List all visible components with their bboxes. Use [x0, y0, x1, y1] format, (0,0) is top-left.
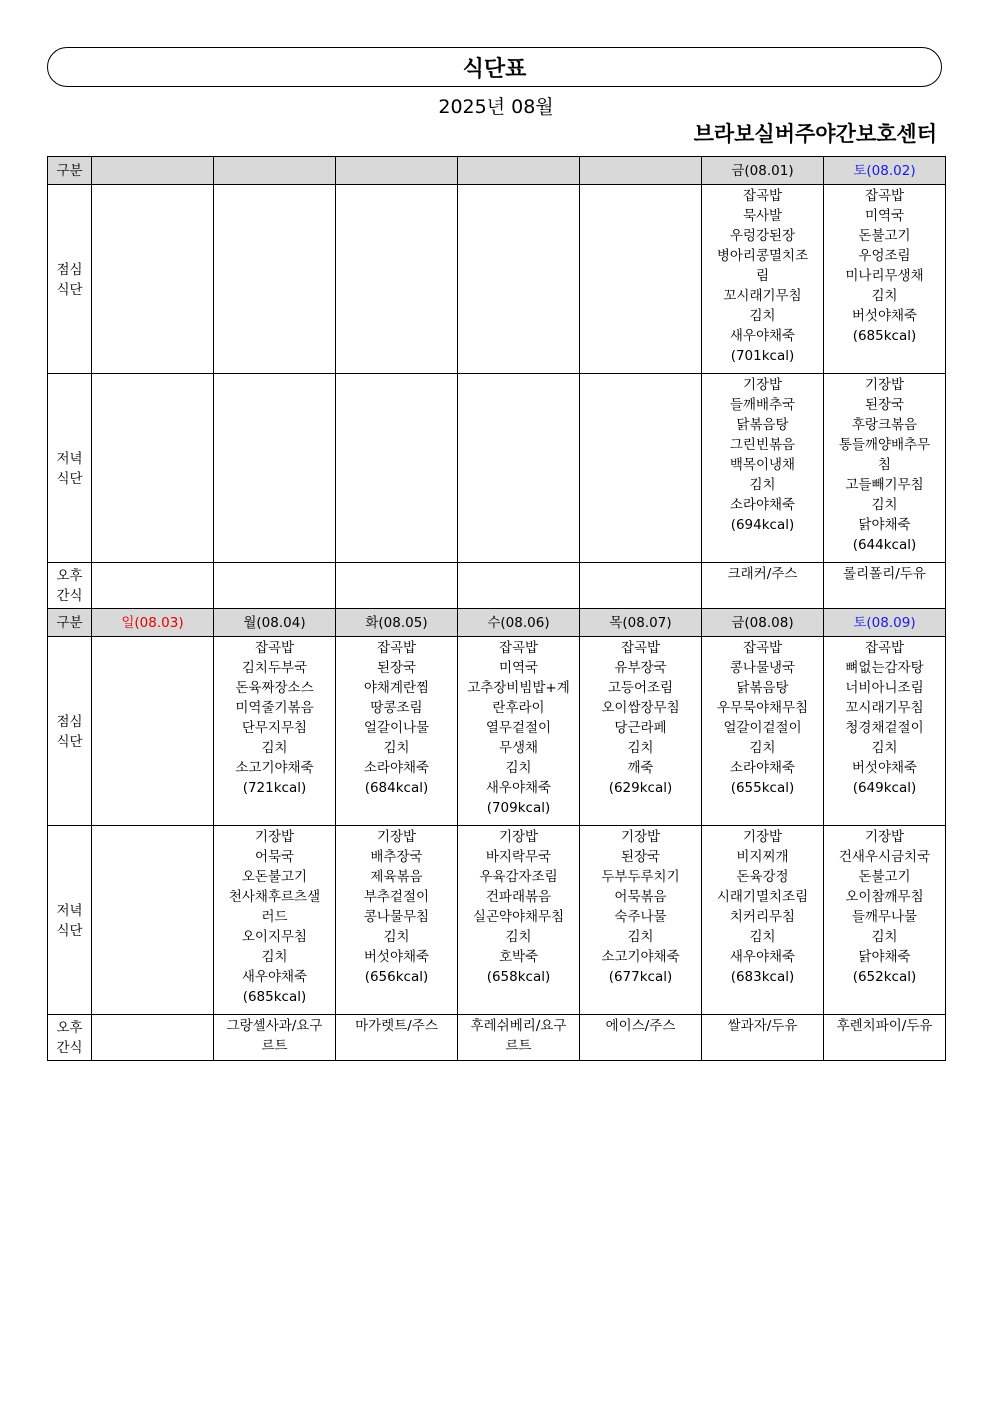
- menu-title-box: [47, 47, 942, 87]
- lunch-label-text: 점심: [56, 713, 83, 730]
- lunch-item-line: 돈육짜장소스: [235, 680, 314, 696]
- dinner-item-line: (652kcal): [852, 969, 917, 985]
- dinner-label-text: 식단: [56, 922, 83, 939]
- lunch-row: [48, 185, 946, 374]
- lunch-item-line: 꼬시래기무침: [723, 288, 802, 304]
- dinner-item-line: 시래기멸치조림: [716, 889, 809, 905]
- lunch-item-line: 새우야채죽: [485, 780, 552, 796]
- menu-title: 식단표: [462, 56, 527, 82]
- lunch-cell: [458, 185, 580, 374]
- dinner-cell: [580, 826, 702, 1015]
- dinner-item-line: 그린빈볶음: [729, 437, 796, 453]
- dinner-cell: [702, 826, 824, 1015]
- day-header: 월(08.04): [214, 609, 336, 637]
- lunch-item-line: 된장국: [376, 660, 417, 676]
- dinner-item-line: 숙주나물: [614, 909, 667, 925]
- snack-cell: [702, 563, 824, 609]
- dinner-item-line: 오이지무침: [241, 929, 308, 945]
- lunch-item-line: 뼈없는감자탕: [845, 660, 924, 676]
- dinner-item-line: 어묵국: [254, 849, 295, 865]
- lunch-item-line: (701kcal): [730, 348, 795, 364]
- dinner-item-line: 제육볶음: [370, 869, 423, 885]
- dinner-cell: [458, 374, 580, 563]
- dinner-item-line: 버섯야채죽: [363, 949, 430, 965]
- dinner-item-line: 돈불고기: [858, 869, 911, 885]
- lunch-item-line: 우엉조림: [858, 248, 911, 264]
- dinner-item-line: (658kcal): [486, 969, 551, 985]
- dinner-cell: [214, 374, 336, 563]
- dinner-label-text: 저녁: [56, 450, 83, 467]
- dinner-cell: [824, 374, 946, 563]
- dinner-item-line: 기장밥: [376, 829, 417, 845]
- lunch-item-line: 너비아니조림: [845, 680, 924, 696]
- lunch-item-line: 미역줄기볶음: [235, 700, 314, 716]
- dinner-item-line: 배추장국: [370, 849, 423, 865]
- lunch-cell: [458, 637, 580, 826]
- lunch-item-line: 청경채겉절이: [845, 720, 924, 736]
- dinner-item-line: 후랑크볶음: [851, 417, 918, 433]
- day-header: 금(08.01): [702, 157, 824, 185]
- lunch-item-line: 무생채: [498, 740, 539, 756]
- lunch-label-text: 식단: [56, 281, 83, 298]
- dinner-item-line: 기장밥: [620, 829, 661, 845]
- snack-item-line: 그랑셸사과/요구: [226, 1018, 323, 1034]
- lunch-label: [48, 637, 92, 826]
- snack-cell: [214, 1015, 336, 1061]
- lunch-label-text: 점심: [56, 261, 83, 278]
- snack-cell: [580, 563, 702, 609]
- snack-item-line: 쌀과자/두유: [727, 1018, 798, 1034]
- snack-item-line: 롤리폴리/두유: [843, 566, 926, 582]
- snack-item-line: 후렌치파이/두유: [836, 1018, 933, 1034]
- dinner-cell: [92, 826, 214, 1015]
- lunch-item-line: 돈불고기: [858, 228, 911, 244]
- lunch-cell: [92, 637, 214, 826]
- snack-item-line: 에이스/주스: [605, 1018, 676, 1034]
- lunch-item-line: 잡곡밥: [864, 640, 905, 656]
- lunch-cell: [824, 185, 946, 374]
- dinner-cell: [336, 826, 458, 1015]
- dinner-cell: [214, 826, 336, 1015]
- dinner-item-line: (694kcal): [730, 517, 795, 533]
- dinner-item-line: 들깨배추국: [729, 397, 796, 413]
- dinner-row: [48, 374, 946, 563]
- lunch-item-line: 잡곡밥: [254, 640, 295, 656]
- lunch-item-line: 깨죽: [627, 760, 654, 776]
- lunch-cell: [580, 185, 702, 374]
- dinner-item-line: 김치: [749, 929, 776, 945]
- lunch-item-line: 김치두부국: [241, 660, 308, 676]
- dinner-item-line: 러드: [261, 909, 288, 925]
- category-label: 구분: [48, 157, 92, 185]
- lunch-item-line: 땅콩조림: [370, 700, 423, 716]
- dinner-label: [48, 374, 92, 563]
- dinner-item-line: 건파래볶음: [485, 889, 552, 905]
- lunch-item-line: (721kcal): [242, 780, 307, 796]
- dinner-item-line: 오돈불고기: [241, 869, 308, 885]
- snack-item-line: 크래커/주스: [727, 566, 798, 582]
- lunch-item-line: 야채계란찜: [363, 680, 430, 696]
- dinner-item-line: 새우야채죽: [729, 949, 796, 965]
- lunch-item-line: 닭볶음탕: [736, 680, 789, 696]
- dinner-cell: [336, 374, 458, 563]
- lunch-item-line: 잡곡밥: [864, 188, 905, 204]
- dinner-item-line: (677kcal): [608, 969, 673, 985]
- dinner-item-line: 기장밥: [864, 829, 905, 845]
- dinner-item-line: (685kcal): [242, 989, 307, 1005]
- organization-name: 브라보실버주야간보호센터: [693, 122, 937, 146]
- lunch-item-line: 미나리무생채: [845, 268, 924, 284]
- day-header: 일(08.03): [92, 609, 214, 637]
- dinner-item-line: 천사채후르츠샐: [228, 889, 321, 905]
- dinner-label: [48, 826, 92, 1015]
- lunch-item-line: (629kcal): [608, 780, 673, 796]
- lunch-item-line: 란후라이: [492, 700, 545, 716]
- day-header: 목(08.07): [580, 609, 702, 637]
- dinner-item-line: 두부두루치기: [601, 869, 680, 885]
- dinner-item-line: (644kcal): [852, 537, 917, 553]
- lunch-cell: [824, 637, 946, 826]
- lunch-item-line: 미역국: [498, 660, 539, 676]
- dinner-item-line: 부추겉절이: [363, 889, 430, 905]
- dinner-item-line: 김치: [505, 929, 532, 945]
- dinner-item-line: (656kcal): [364, 969, 429, 985]
- dinner-cell: [92, 374, 214, 563]
- dinner-item-line: 기장밥: [498, 829, 539, 845]
- snack-label-text: 오후: [56, 1020, 83, 1036]
- snack-cell: [580, 1015, 702, 1061]
- dinner-row: [48, 826, 946, 1015]
- dinner-item-line: 호박죽: [498, 949, 539, 965]
- lunch-item-line: 당근라페: [614, 720, 667, 736]
- lunch-item-line: 김치: [627, 740, 654, 756]
- lunch-item-line: (709kcal): [486, 800, 551, 816]
- lunch-item-line: 소라야채죽: [363, 760, 430, 776]
- lunch-item-line: 병아리콩멸치조: [716, 248, 809, 264]
- lunch-item-line: 열무겉절이: [485, 720, 552, 736]
- snack-row: [48, 563, 946, 609]
- dinner-item-line: 우육감자조림: [479, 869, 558, 885]
- snack-cell: [458, 563, 580, 609]
- lunch-item-line: 고추장비빔밥+계: [467, 680, 570, 696]
- lunch-item-line: 버섯야채죽: [851, 308, 918, 324]
- dinner-item-line: 새우야채죽: [241, 969, 308, 985]
- lunch-item-line: 김치: [749, 308, 776, 324]
- dinner-item-line: 바지락무국: [485, 849, 552, 865]
- lunch-cell: [336, 637, 458, 826]
- lunch-label: [48, 185, 92, 374]
- lunch-item-line: 얼갈이겉절이: [723, 720, 802, 736]
- dinner-item-line: 들깨무나물: [851, 909, 918, 925]
- snack-cell: [336, 1015, 458, 1061]
- lunch-item-line: (684kcal): [364, 780, 429, 796]
- lunch-item-line: 김치: [261, 740, 288, 756]
- lunch-label-text: 식단: [56, 733, 83, 750]
- snack-row: [48, 1015, 946, 1061]
- dinner-item-line: 닭야채죽: [858, 949, 911, 965]
- dinner-item-line: 고들빼기무침: [845, 477, 924, 493]
- dinner-item-line: 소고기야채죽: [601, 949, 680, 965]
- lunch-cell: [580, 637, 702, 826]
- day-header: 화(08.05): [336, 609, 458, 637]
- day-header: 토(08.09): [824, 609, 946, 637]
- dinner-item-line: 기장밥: [742, 377, 783, 393]
- lunch-item-line: 김치: [383, 740, 410, 756]
- dinner-item-line: 소라야채죽: [729, 497, 796, 513]
- day-header: 금(08.08): [702, 609, 824, 637]
- snack-label-text: 간식: [56, 588, 83, 604]
- snack-label-text: 오후: [56, 568, 83, 584]
- menu-period: 2025년 08월: [438, 96, 554, 118]
- lunch-cell: [702, 637, 824, 826]
- dinner-item-line: 침: [877, 457, 892, 473]
- lunch-cell: [214, 185, 336, 374]
- lunch-item-line: 잡곡밥: [376, 640, 417, 656]
- lunch-item-line: 우렁강된장: [729, 228, 796, 244]
- dinner-item-line: 통들깨양배추무: [838, 437, 931, 453]
- lunch-item-line: 김치: [871, 288, 898, 304]
- dinner-item-line: 실곤약야채무침: [472, 909, 565, 925]
- snack-cell: [458, 1015, 580, 1061]
- weekly-menu-table: [47, 156, 946, 1061]
- lunch-item-line: 콩나물냉국: [729, 660, 796, 676]
- day-header: [580, 157, 702, 185]
- lunch-item-line: 미역국: [864, 208, 905, 224]
- day-header-row: [48, 157, 946, 185]
- dinner-item-line: 콩나물무침: [363, 909, 430, 925]
- dinner-item-line: 된장국: [620, 849, 661, 865]
- snack-cell: [214, 563, 336, 609]
- lunch-row: [48, 637, 946, 826]
- dinner-item-line: 어묵볶음: [614, 889, 667, 905]
- dinner-item-line: 백목이냉채: [729, 457, 796, 473]
- lunch-item-line: 김치: [749, 740, 776, 756]
- lunch-item-line: 고등어조림: [607, 680, 674, 696]
- day-header: [92, 157, 214, 185]
- snack-label-text: 간식: [56, 1040, 83, 1056]
- lunch-item-line: 새우야채죽: [729, 328, 796, 344]
- snack-item-line: 르트: [505, 1038, 532, 1054]
- dinner-label-text: 저녁: [56, 902, 83, 919]
- dinner-cell: [458, 826, 580, 1015]
- snack-label: [48, 1015, 92, 1061]
- lunch-item-line: 소라야채죽: [729, 760, 796, 776]
- lunch-cell: [92, 185, 214, 374]
- lunch-item-line: 잡곡밥: [742, 188, 783, 204]
- lunch-item-line: 김치: [505, 760, 532, 776]
- day-header-row: [48, 609, 946, 637]
- snack-item-line: 후레쉬베리/요구: [470, 1018, 567, 1034]
- dinner-item-line: 기장밥: [864, 377, 905, 393]
- lunch-item-line: 잡곡밥: [498, 640, 539, 656]
- dinner-item-line: 된장국: [864, 397, 905, 413]
- dinner-item-line: 비지찌개: [736, 849, 789, 865]
- snack-cell: [92, 563, 214, 609]
- lunch-item-line: 김치: [871, 740, 898, 756]
- category-label: 구분: [48, 609, 92, 637]
- snack-item-line: 르트: [261, 1038, 288, 1054]
- day-header: [458, 157, 580, 185]
- lunch-cell: [214, 637, 336, 826]
- dinner-item-line: 기장밥: [254, 829, 295, 845]
- lunch-item-line: 단무지무침: [241, 720, 308, 736]
- dinner-cell: [702, 374, 824, 563]
- lunch-item-line: 유부장국: [614, 660, 667, 676]
- dinner-item-line: 김치: [383, 929, 410, 945]
- dinner-item-line: (683kcal): [730, 969, 795, 985]
- lunch-item-line: 버섯야채죽: [851, 760, 918, 776]
- dinner-item-line: 닭야채죽: [858, 517, 911, 533]
- lunch-item-line: 얼갈이나물: [363, 720, 430, 736]
- snack-item-line: 마가렛트/주스: [355, 1018, 438, 1034]
- lunch-item-line: 묵사발: [742, 208, 783, 224]
- lunch-item-line: 잡곡밥: [742, 640, 783, 656]
- dinner-item-line: 치커리무침: [729, 909, 796, 925]
- dinner-cell: [580, 374, 702, 563]
- day-header: [336, 157, 458, 185]
- dinner-item-line: 돈육강정: [736, 869, 789, 885]
- lunch-cell: [702, 185, 824, 374]
- snack-cell: [92, 1015, 214, 1061]
- dinner-cell: [824, 826, 946, 1015]
- day-header: 수(08.06): [458, 609, 580, 637]
- lunch-item-line: 꼬시래기무침: [845, 700, 924, 716]
- dinner-item-line: 김치: [627, 929, 654, 945]
- snack-cell: [336, 563, 458, 609]
- lunch-item-line: (649kcal): [852, 780, 917, 796]
- snack-cell: [824, 1015, 946, 1061]
- day-header: 토(08.02): [824, 157, 946, 185]
- dinner-item-line: 김치: [871, 929, 898, 945]
- dinner-item-line: 김치: [261, 949, 288, 965]
- dinner-item-line: 김치: [871, 497, 898, 513]
- lunch-item-line: 오이쌈장무침: [601, 700, 680, 716]
- lunch-item-line: 잡곡밥: [620, 640, 661, 656]
- snack-cell: [824, 563, 946, 609]
- lunch-item-line: (655kcal): [730, 780, 795, 796]
- dinner-item-line: 김치: [749, 477, 776, 493]
- lunch-item-line: 소고기야채죽: [235, 760, 314, 776]
- lunch-item-line: (685kcal): [852, 328, 917, 344]
- lunch-cell: [336, 185, 458, 374]
- lunch-item-line: 림: [755, 268, 770, 284]
- dinner-label-text: 식단: [56, 470, 83, 487]
- dinner-item-line: 닭볶음탕: [736, 417, 789, 433]
- day-header: [214, 157, 336, 185]
- lunch-item-line: 우무묵야채무침: [716, 700, 809, 716]
- dinner-item-line: 건새우시금치국: [838, 849, 931, 865]
- dinner-item-line: 오이참깨무침: [845, 889, 924, 905]
- dinner-item-line: 기장밥: [742, 829, 783, 845]
- snack-cell: [702, 1015, 824, 1061]
- snack-label: [48, 563, 92, 609]
